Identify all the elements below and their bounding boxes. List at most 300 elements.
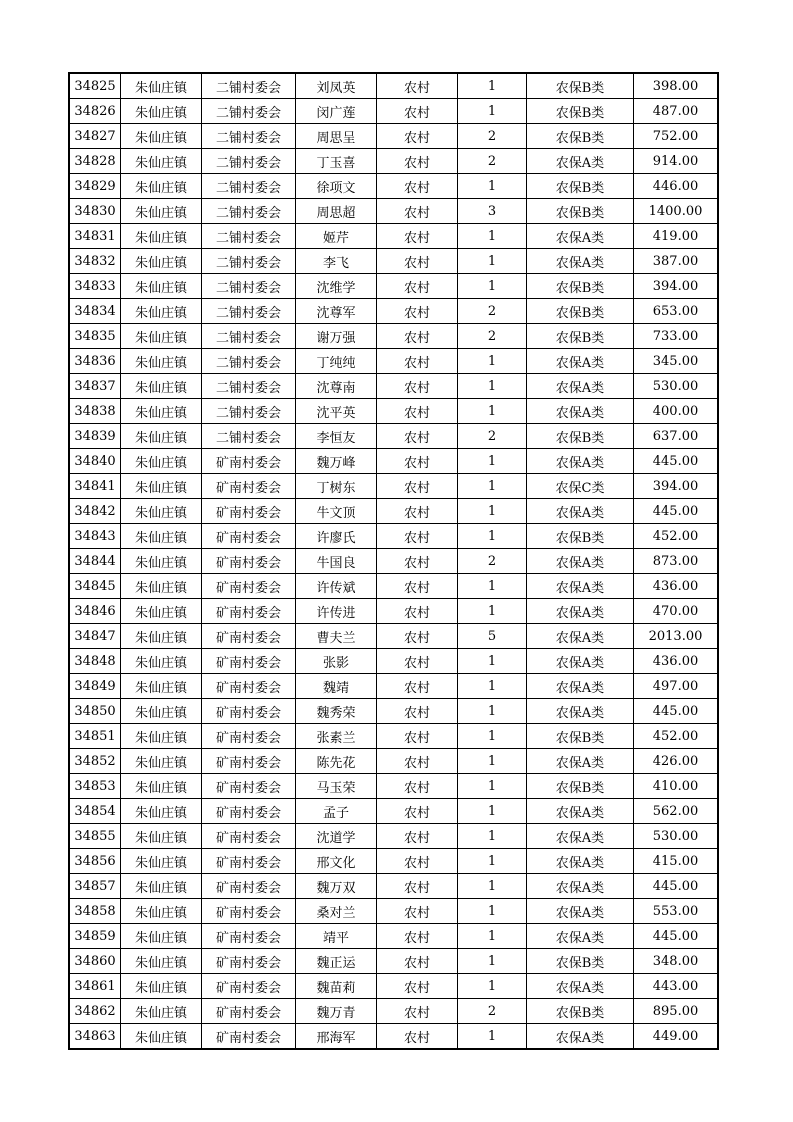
area-type-cell: 农村 [377,149,458,174]
household-size-cell: 1 [458,824,527,849]
name-cell: 魏靖 [296,674,377,699]
amount-cell: 653.00 [634,299,719,324]
table-row [69,1024,718,1050]
name-cell: 周思呈 [296,124,377,149]
area-type-cell: 农村 [377,299,458,324]
category-cell: 农保B类 [527,99,634,124]
table-row [69,774,718,799]
town-cell: 朱仙庄镇 [121,374,202,399]
name-cell: 魏万双 [296,874,377,899]
table-row [69,799,718,824]
amount-cell: 445.00 [634,924,719,949]
village-cell: 矿南村委会 [202,924,296,949]
category-cell: 农保A类 [527,874,634,899]
village-cell: 二铺村委会 [202,224,296,249]
name-cell: 魏苗莉 [296,974,377,999]
village-cell: 二铺村委会 [202,424,296,449]
village-cell: 矿南村委会 [202,899,296,924]
table-row [69,374,718,399]
table-row [69,499,718,524]
town-cell: 朱仙庄镇 [121,799,202,824]
record-id-cell: 34851 [69,724,121,749]
record-id-cell: 34840 [69,449,121,474]
household-size-cell: 2 [458,424,527,449]
category-cell: 农保A类 [527,399,634,424]
record-id-cell: 34833 [69,274,121,299]
name-cell: 牛国良 [296,549,377,574]
area-type-cell: 农村 [377,724,458,749]
area-type-cell: 农村 [377,624,458,649]
name-cell: 闵广莲 [296,99,377,124]
village-cell: 矿南村委会 [202,649,296,674]
town-cell: 朱仙庄镇 [121,924,202,949]
area-type-cell: 农村 [377,349,458,374]
area-type-cell: 农村 [377,549,458,574]
amount-cell: 562.00 [634,799,719,824]
village-cell: 矿南村委会 [202,624,296,649]
village-cell: 矿南村委会 [202,574,296,599]
area-type-cell: 农村 [377,699,458,724]
category-cell: 农保B类 [527,174,634,199]
category-cell: 农保A类 [527,924,634,949]
amount-cell: 470.00 [634,599,719,624]
record-id-cell: 34837 [69,374,121,399]
table-row [69,899,718,924]
record-id-cell: 34836 [69,349,121,374]
category-cell: 农保A类 [527,849,634,874]
name-cell: 丁玉喜 [296,149,377,174]
name-cell: 沈维学 [296,274,377,299]
household-size-cell: 1 [458,649,527,674]
record-id-cell: 34828 [69,149,121,174]
amount-cell: 1400.00 [634,199,719,224]
area-type-cell: 农村 [377,749,458,774]
amount-cell: 914.00 [634,149,719,174]
record-id-cell: 34862 [69,999,121,1024]
table-row [69,199,718,224]
area-type-cell: 农村 [377,799,458,824]
area-type-cell: 农村 [377,774,458,799]
town-cell: 朱仙庄镇 [121,749,202,774]
table-row [69,524,718,549]
name-cell: 牛文顶 [296,499,377,524]
category-cell: 农保A类 [527,899,634,924]
name-cell: 李飞 [296,249,377,274]
record-id-cell: 34834 [69,299,121,324]
category-cell: 农保A类 [527,574,634,599]
table-row [69,749,718,774]
town-cell: 朱仙庄镇 [121,224,202,249]
amount-cell: 446.00 [634,174,719,199]
area-type-cell: 农村 [377,449,458,474]
household-size-cell: 1 [458,524,527,549]
household-size-cell: 1 [458,874,527,899]
household-size-cell: 1 [458,449,527,474]
area-type-cell: 农村 [377,924,458,949]
amount-cell: 443.00 [634,974,719,999]
village-cell: 矿南村委会 [202,674,296,699]
amount-cell: 426.00 [634,749,719,774]
category-cell: 农保A类 [527,699,634,724]
village-cell: 矿南村委会 [202,949,296,974]
village-cell: 矿南村委会 [202,999,296,1024]
category-cell: 农保A类 [527,649,634,674]
town-cell: 朱仙庄镇 [121,249,202,274]
area-type-cell: 农村 [377,274,458,299]
table-row [69,999,718,1024]
village-cell: 矿南村委会 [202,549,296,574]
name-cell: 李恒友 [296,424,377,449]
name-cell: 孟子 [296,799,377,824]
record-id-cell: 34847 [69,624,121,649]
name-cell: 丁纯纯 [296,349,377,374]
household-size-cell: 1 [458,399,527,424]
village-cell: 二铺村委会 [202,249,296,274]
amount-cell: 452.00 [634,724,719,749]
amount-cell: 436.00 [634,574,719,599]
category-cell: 农保A类 [527,374,634,399]
table-row [69,124,718,149]
record-id-cell: 34858 [69,899,121,924]
area-type-cell: 农村 [377,249,458,274]
town-cell: 朱仙庄镇 [121,399,202,424]
category-cell: 农保A类 [527,599,634,624]
household-size-cell: 1 [458,774,527,799]
area-type-cell: 农村 [377,649,458,674]
record-id-cell: 34861 [69,974,121,999]
area-type-cell: 农村 [377,899,458,924]
village-cell: 二铺村委会 [202,73,296,99]
town-cell: 朱仙庄镇 [121,449,202,474]
area-type-cell: 农村 [377,999,458,1024]
amount-cell: 419.00 [634,224,719,249]
household-size-cell: 2 [458,324,527,349]
area-type-cell: 农村 [377,124,458,149]
village-cell: 二铺村委会 [202,174,296,199]
category-cell: 农保A类 [527,749,634,774]
village-cell: 二铺村委会 [202,99,296,124]
table-row [69,599,718,624]
record-id-cell: 34852 [69,749,121,774]
name-cell: 靖平 [296,924,377,949]
area-type-cell: 农村 [377,99,458,124]
record-id-cell: 34831 [69,224,121,249]
name-cell: 丁树东 [296,474,377,499]
household-size-cell: 1 [458,374,527,399]
town-cell: 朱仙庄镇 [121,974,202,999]
village-cell: 二铺村委会 [202,124,296,149]
area-type-cell: 农村 [377,199,458,224]
amount-cell: 530.00 [634,824,719,849]
category-cell: 农保B类 [527,724,634,749]
name-cell: 沈尊军 [296,299,377,324]
household-size-cell: 2 [458,124,527,149]
name-cell: 周思超 [296,199,377,224]
household-size-cell: 1 [458,474,527,499]
area-type-cell: 农村 [377,974,458,999]
amount-cell: 348.00 [634,949,719,974]
household-size-cell: 1 [458,274,527,299]
record-id-cell: 34842 [69,499,121,524]
category-cell: 农保B类 [527,73,634,99]
category-cell: 农保B类 [527,324,634,349]
town-cell: 朱仙庄镇 [121,599,202,624]
record-id-cell: 34846 [69,599,121,624]
amount-cell: 345.00 [634,349,719,374]
category-cell: 农保B类 [527,774,634,799]
village-cell: 矿南村委会 [202,599,296,624]
record-id-cell: 34855 [69,824,121,849]
category-cell: 农保B类 [527,299,634,324]
name-cell: 马玉荣 [296,774,377,799]
name-cell: 张影 [296,649,377,674]
household-size-cell: 2 [458,549,527,574]
household-size-cell: 1 [458,99,527,124]
amount-cell: 445.00 [634,699,719,724]
record-id-cell: 34843 [69,524,121,549]
table-row [69,574,718,599]
area-type-cell: 农村 [377,674,458,699]
village-cell: 矿南村委会 [202,974,296,999]
record-id-cell: 34849 [69,674,121,699]
town-cell: 朱仙庄镇 [121,999,202,1024]
household-size-cell: 1 [458,674,527,699]
table-row [69,474,718,499]
table-row [69,324,718,349]
table-row [69,73,718,99]
name-cell: 许传进 [296,599,377,624]
area-type-cell: 农村 [377,524,458,549]
village-cell: 矿南村委会 [202,799,296,824]
village-cell: 矿南村委会 [202,449,296,474]
record-id-cell: 34827 [69,124,121,149]
household-size-cell: 2 [458,149,527,174]
town-cell: 朱仙庄镇 [121,73,202,99]
household-size-cell: 1 [458,799,527,824]
table-row [69,674,718,699]
town-cell: 朱仙庄镇 [121,724,202,749]
household-size-cell: 1 [458,849,527,874]
table-row [69,699,718,724]
table-row [69,924,718,949]
village-cell: 矿南村委会 [202,724,296,749]
town-cell: 朱仙庄镇 [121,1024,202,1050]
area-type-cell: 农村 [377,599,458,624]
name-cell: 姬芹 [296,224,377,249]
name-cell: 张素兰 [296,724,377,749]
town-cell: 朱仙庄镇 [121,174,202,199]
household-size-cell: 5 [458,624,527,649]
name-cell: 沈道学 [296,824,377,849]
town-cell: 朱仙庄镇 [121,499,202,524]
amount-cell: 445.00 [634,449,719,474]
village-cell: 矿南村委会 [202,824,296,849]
record-id-cell: 34863 [69,1024,121,1050]
amount-cell: 637.00 [634,424,719,449]
household-size-cell: 1 [458,949,527,974]
category-cell: 农保A类 [527,974,634,999]
record-id-cell: 34850 [69,699,121,724]
table-row [69,449,718,474]
table-row [69,849,718,874]
village-cell: 二铺村委会 [202,199,296,224]
town-cell: 朱仙庄镇 [121,574,202,599]
table-row [69,399,718,424]
category-cell: 农保A类 [527,349,634,374]
record-id-cell: 34860 [69,949,121,974]
name-cell: 许传斌 [296,574,377,599]
town-cell: 朱仙庄镇 [121,99,202,124]
category-cell: 农保A类 [527,824,634,849]
amount-cell: 449.00 [634,1024,719,1050]
record-id-cell: 34835 [69,324,121,349]
village-cell: 二铺村委会 [202,299,296,324]
name-cell: 曹夫兰 [296,624,377,649]
household-size-cell: 1 [458,499,527,524]
amount-cell: 394.00 [634,474,719,499]
name-cell: 许廖氏 [296,524,377,549]
village-cell: 矿南村委会 [202,749,296,774]
record-id-cell: 34859 [69,924,121,949]
area-type-cell: 农村 [377,949,458,974]
amount-cell: 400.00 [634,399,719,424]
data-table [68,72,719,1050]
category-cell: 农保A类 [527,674,634,699]
category-cell: 农保B类 [527,124,634,149]
table-row [69,99,718,124]
table-row [69,649,718,674]
amount-cell: 415.00 [634,849,719,874]
category-cell: 农保B类 [527,524,634,549]
name-cell: 桑对兰 [296,899,377,924]
town-cell: 朱仙庄镇 [121,874,202,899]
amount-cell: 895.00 [634,999,719,1024]
category-cell: 农保A类 [527,624,634,649]
amount-cell: 752.00 [634,124,719,149]
record-id-cell: 34826 [69,99,121,124]
household-size-cell: 1 [458,574,527,599]
town-cell: 朱仙庄镇 [121,549,202,574]
table-row [69,874,718,899]
village-cell: 二铺村委会 [202,349,296,374]
village-cell: 二铺村委会 [202,324,296,349]
household-size-cell: 1 [458,699,527,724]
table-row [69,824,718,849]
area-type-cell: 农村 [377,224,458,249]
village-cell: 矿南村委会 [202,474,296,499]
village-cell: 矿南村委会 [202,849,296,874]
town-cell: 朱仙庄镇 [121,299,202,324]
household-size-cell: 1 [458,249,527,274]
name-cell: 刘凤英 [296,73,377,99]
town-cell: 朱仙庄镇 [121,899,202,924]
table-row [69,299,718,324]
household-size-cell: 2 [458,999,527,1024]
village-cell: 矿南村委会 [202,499,296,524]
amount-cell: 2013.00 [634,624,719,649]
area-type-cell: 农村 [377,574,458,599]
town-cell: 朱仙庄镇 [121,149,202,174]
town-cell: 朱仙庄镇 [121,699,202,724]
household-size-cell: 2 [458,299,527,324]
category-cell: 农保A类 [527,149,634,174]
area-type-cell: 农村 [377,474,458,499]
category-cell: 农保B类 [527,999,634,1024]
amount-cell: 530.00 [634,374,719,399]
name-cell: 魏秀荣 [296,699,377,724]
amount-cell: 387.00 [634,249,719,274]
table-row [69,724,718,749]
category-cell: 农保A类 [527,1024,634,1050]
amount-cell: 394.00 [634,274,719,299]
amount-cell: 410.00 [634,774,719,799]
household-size-cell: 1 [458,599,527,624]
town-cell: 朱仙庄镇 [121,824,202,849]
category-cell: 农保B类 [527,949,634,974]
amount-cell: 497.00 [634,674,719,699]
table-row [69,424,718,449]
household-size-cell: 1 [458,899,527,924]
household-size-cell: 1 [458,749,527,774]
area-type-cell: 农村 [377,324,458,349]
town-cell: 朱仙庄镇 [121,124,202,149]
town-cell: 朱仙庄镇 [121,274,202,299]
amount-cell: 445.00 [634,874,719,899]
household-size-cell: 1 [458,924,527,949]
record-id-cell: 34856 [69,849,121,874]
name-cell: 邢海军 [296,1024,377,1050]
household-size-cell: 1 [458,73,527,99]
amount-cell: 445.00 [634,499,719,524]
record-id-cell: 34853 [69,774,121,799]
area-type-cell: 农村 [377,824,458,849]
town-cell: 朱仙庄镇 [121,674,202,699]
household-size-cell: 1 [458,724,527,749]
table-row [69,249,718,274]
town-cell: 朱仙庄镇 [121,424,202,449]
table-row [69,274,718,299]
category-cell: 农保A类 [527,549,634,574]
category-cell: 农保B类 [527,199,634,224]
amount-cell: 733.00 [634,324,719,349]
name-cell: 魏正运 [296,949,377,974]
village-cell: 矿南村委会 [202,774,296,799]
name-cell: 魏万青 [296,999,377,1024]
town-cell: 朱仙庄镇 [121,649,202,674]
village-cell: 二铺村委会 [202,274,296,299]
table-row [69,149,718,174]
category-cell: 农保A类 [527,799,634,824]
name-cell: 魏万峰 [296,449,377,474]
amount-cell: 873.00 [634,549,719,574]
town-cell: 朱仙庄镇 [121,524,202,549]
town-cell: 朱仙庄镇 [121,949,202,974]
category-cell: 农保A类 [527,224,634,249]
village-cell: 矿南村委会 [202,524,296,549]
record-id-cell: 34825 [69,73,121,99]
name-cell: 沈尊南 [296,374,377,399]
category-cell: 农保B类 [527,274,634,299]
village-cell: 二铺村委会 [202,149,296,174]
household-size-cell: 3 [458,199,527,224]
table-row [69,349,718,374]
amount-cell: 487.00 [634,99,719,124]
area-type-cell: 农村 [377,499,458,524]
record-id-cell: 34848 [69,649,121,674]
amount-cell: 553.00 [634,899,719,924]
record-id-cell: 34832 [69,249,121,274]
table-row [69,174,718,199]
